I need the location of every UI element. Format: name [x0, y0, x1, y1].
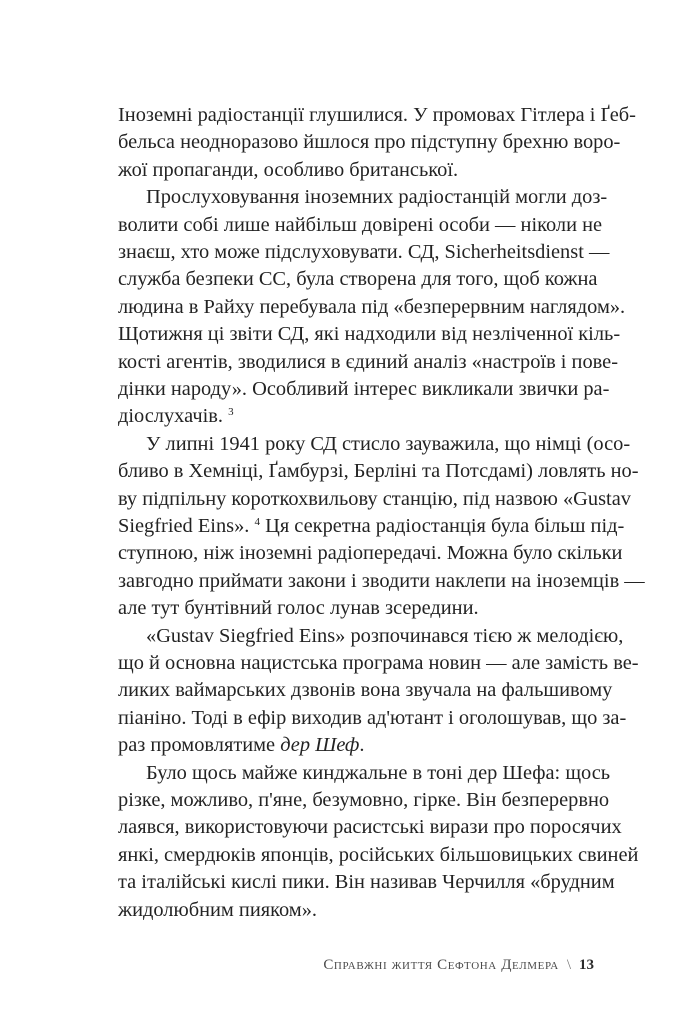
- text-line: ву підпільну короткохвильову станцію, під назвою «Gustav: [118, 487, 631, 510]
- text-line: [118, 403, 594, 430]
- text-segment: Ця секретна радіостанція була більш під-: [265, 515, 625, 537]
- text-line: людина в Райху перебувала під «безперервним наглядом».: [118, 295, 626, 318]
- text-line: волити собі лише найбільш довірені особи — ніколи не: [118, 213, 603, 236]
- italic-text: дер Шеф: [280, 734, 360, 757]
- text-line: та італійські кислі пики. Він називав Черчилля «брудним: [118, 871, 615, 894]
- text-line: [118, 513, 625, 540]
- text-line: знаєш, хто може підслуховувати. СД, Sicherheitsdienst —: [118, 241, 610, 263]
- text-line: кості агентів, зводилися в єдиний аналіз «настроїв і пове-: [118, 350, 619, 373]
- text-segment: діослухачів.: [118, 405, 223, 428]
- text-line: «Gustav Siegfried Eins» розпочинався тією ж мелодією,: [146, 624, 624, 647]
- text-line: [118, 732, 594, 759]
- text-line: завгодно приймати закони і зводити наклепи на іноземців —: [118, 569, 645, 592]
- page-footer: [323, 955, 594, 975]
- text-line: жої пропаганди, особливо британської.: [118, 158, 459, 181]
- text-line: піаніно. Тоді в ефір виходив ад'ютант і оголошував, що за-: [118, 706, 627, 729]
- running-title: Справжні життя Сефтона Делмера: [323, 957, 559, 973]
- text-line: що й основна нацистська програма новин — але замість ве-: [118, 652, 639, 674]
- page-number: 13: [579, 957, 594, 973]
- text-line: дінки народу». Особливий інтерес викликали звички ра-: [118, 378, 610, 400]
- footnote-marker: 3: [228, 406, 234, 419]
- text-line: У липні 1941 року СД стисло зауважила, що німці (осо-: [146, 432, 631, 455]
- text-segment: раз промовлятиме: [118, 734, 276, 757]
- text-line: але тут бунтівний голос лунав зсередини.: [118, 597, 479, 620]
- footnote-marker: 4: [254, 516, 260, 528]
- footer-separator: \: [566, 957, 571, 973]
- text-segment: .: [359, 734, 365, 757]
- text-segment: Siegfried Eins».: [118, 515, 250, 537]
- text-line: жидолюбним пияком».: [118, 898, 317, 921]
- text-line: служба безпеки СС, була створена для того, щоб кожна: [118, 268, 598, 291]
- text-line: лаявся, використовуючи расистські вирази про поросячих: [118, 816, 622, 839]
- text-line: різке, можливо, п'яне, безумовно, гірке. Він безперервно: [118, 789, 610, 811]
- text-line: Щотижня ці звіти СД, які надходили від незліченної кіль-: [118, 323, 621, 346]
- text-line: бельса неодноразово йшлося про підступну брехню воро-: [118, 131, 621, 154]
- text-line: Іноземні радіостанції глушилися. У промовах Гітлера і Ґеб-: [118, 104, 636, 126]
- text-line: янкі, смердюків японців, російських більшовицьких свиней: [118, 843, 639, 866]
- text-line: бливо в Хемніці, Ґамбурзі, Берліні та Потсдамі) ловлять но-: [118, 460, 639, 483]
- text-line: ликих ваймарських дзвонів вона звучала на фальшивому: [118, 679, 613, 702]
- text-line: Прослуховування іноземних радіостанцій могли доз-: [146, 186, 608, 209]
- text-line: Було щось майже кинджальне в тоні дер Шефа: щось: [146, 761, 611, 784]
- text-line: ступною, ніж іноземні радіопередачі. Можна було скільки: [118, 542, 623, 565]
